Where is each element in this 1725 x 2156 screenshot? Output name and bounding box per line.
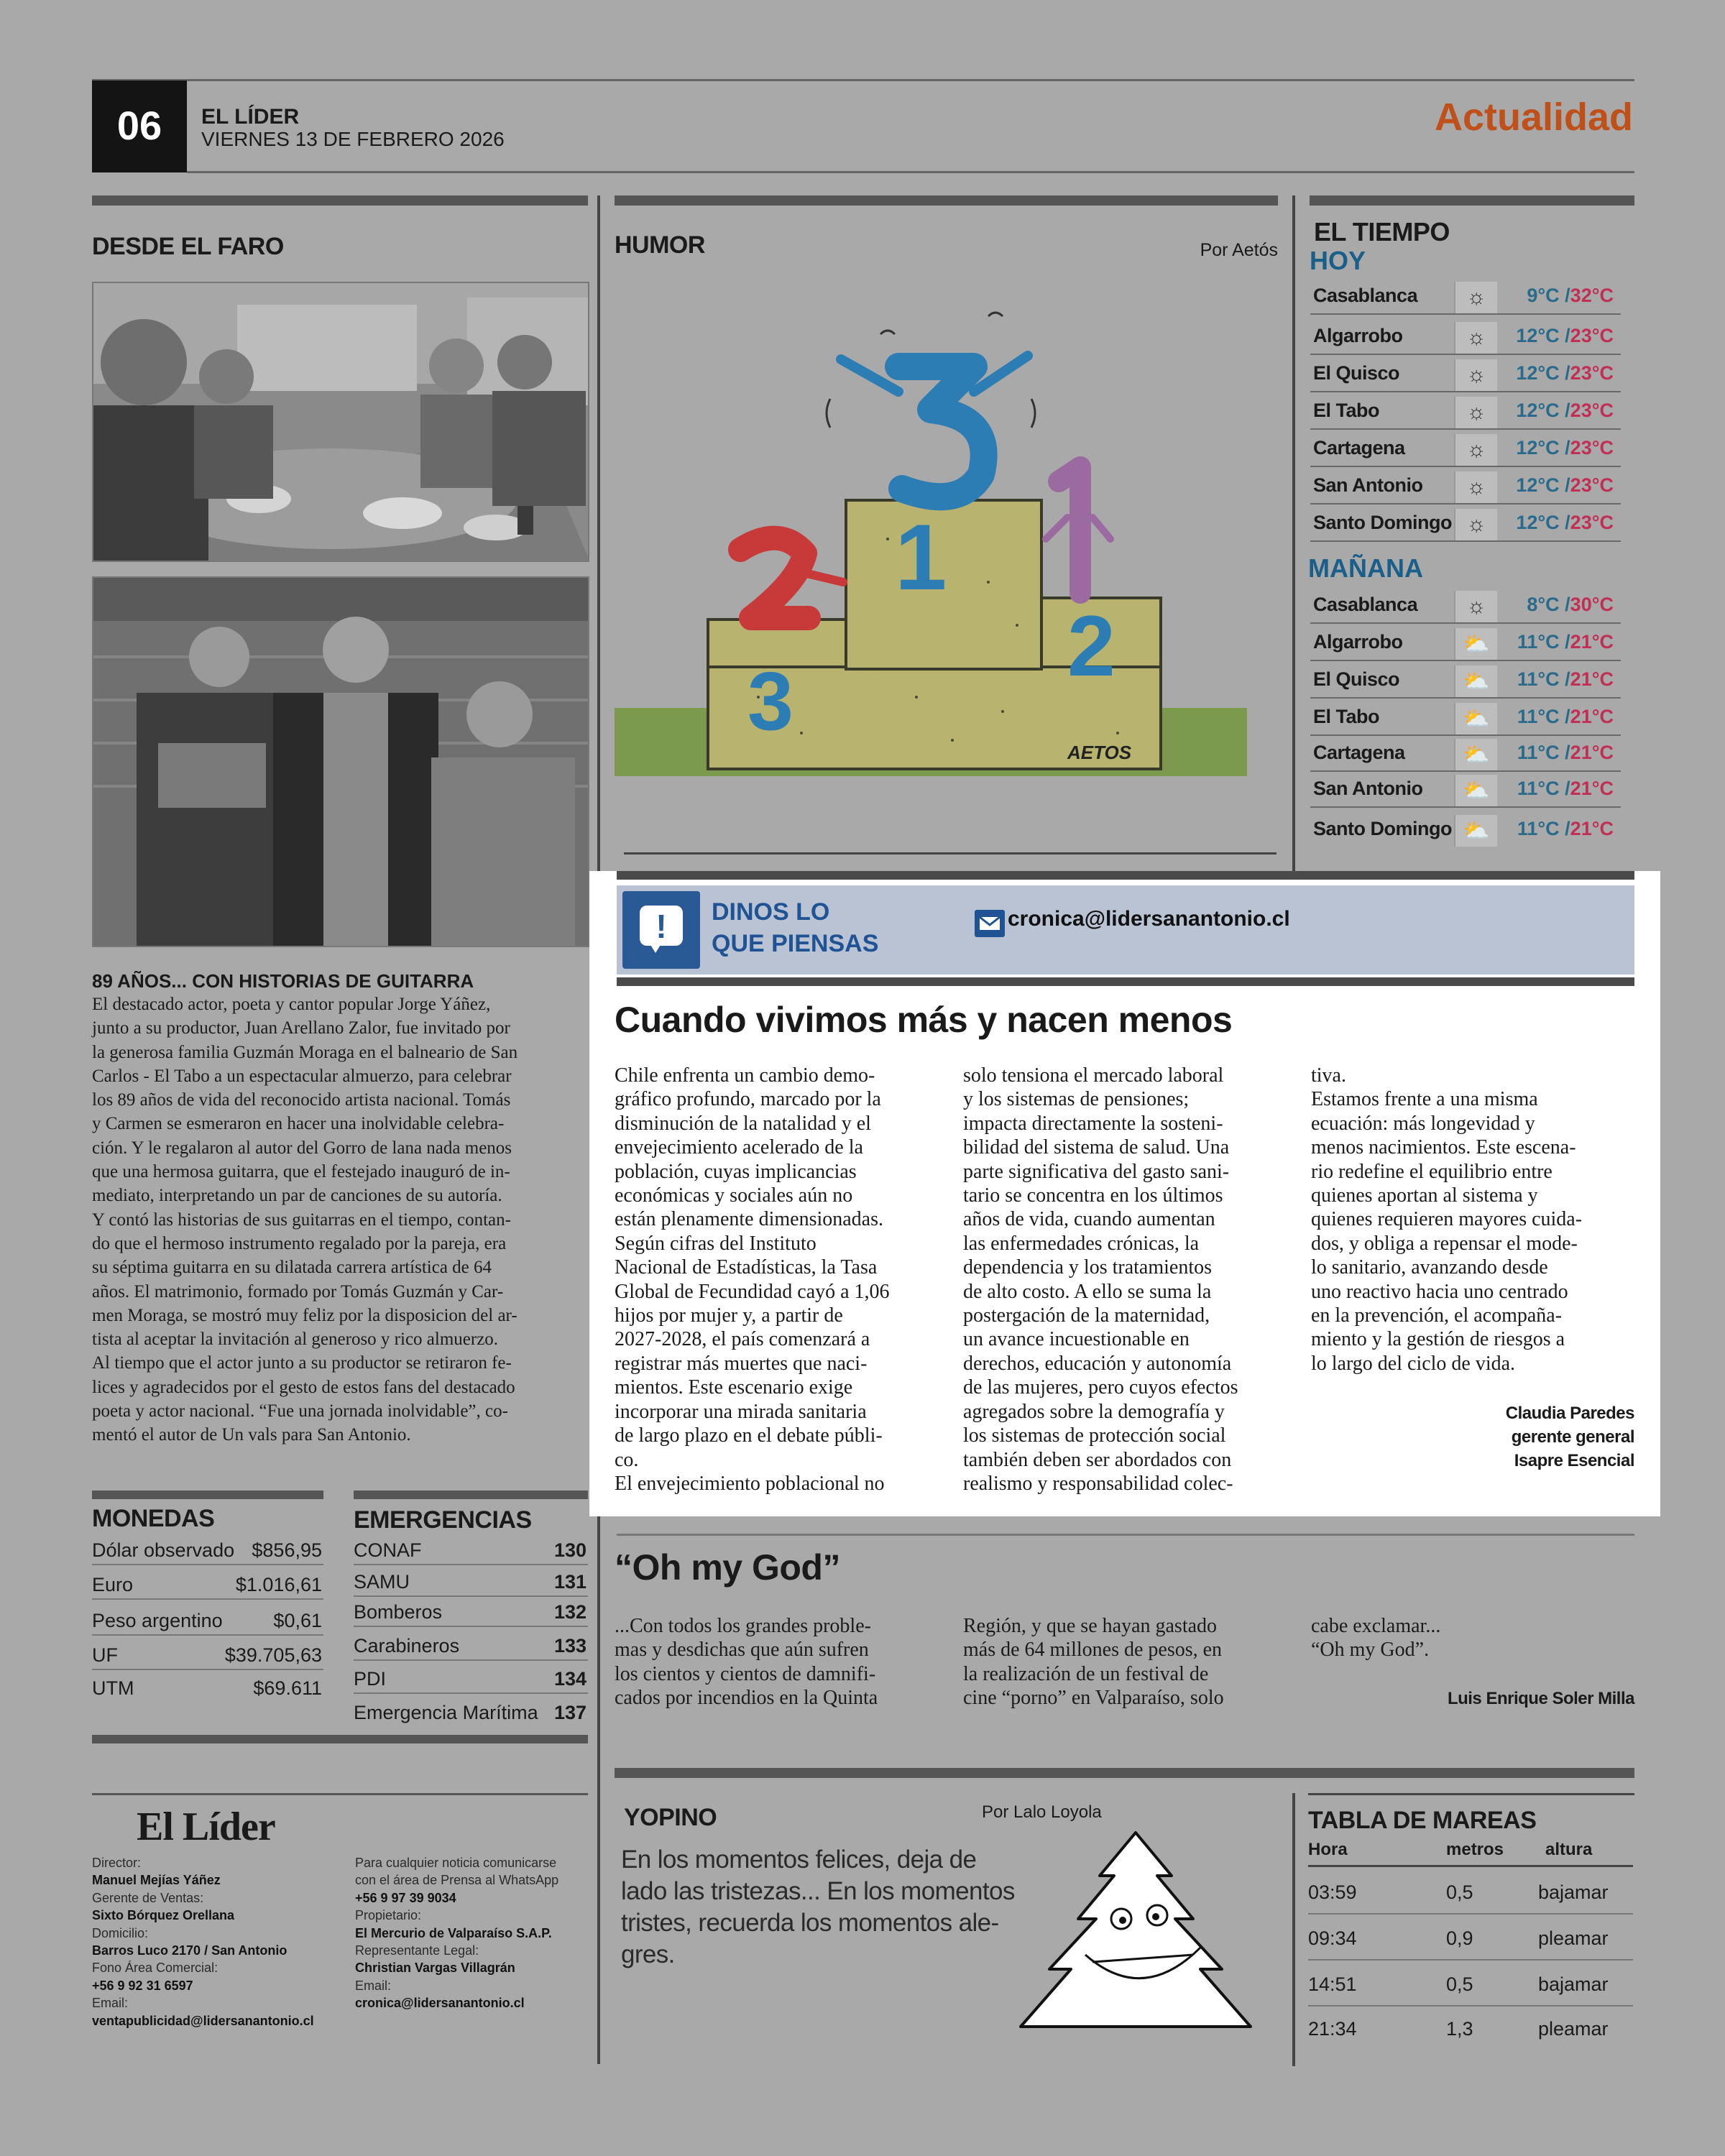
tables-bottom-bar: [92, 1735, 588, 1743]
column-divider-bottom: [1292, 1793, 1295, 2066]
emergencias-row: CONAF 130: [354, 1532, 588, 1565]
humor-bottom-rule: [624, 852, 1276, 854]
weather-row: Algarrobo ☼ 12°C /23°C: [1310, 319, 1621, 355]
podium-label-3: 3: [748, 655, 794, 747]
tide-row: 03:59 0,5 bajamar: [1308, 1870, 1633, 1915]
sun-icon: ☼: [1454, 434, 1497, 466]
sun-icon: ☼: [1454, 282, 1497, 313]
weather-bar: [1310, 195, 1634, 206]
humor-title: HUMOR: [615, 231, 705, 259]
partly-cloudy-icon: ⛅: [1454, 628, 1497, 660]
cartoon-char-1: [1075, 539, 1082, 554]
alert-icon: !: [622, 891, 700, 969]
letter2-col2: Región, y que se hayan gastado más de 64 millones de pesos, en la realización de un festival de cine “porno” en Valparaíso, solo: [963, 1615, 1224, 1710]
weather-today-label: HOY: [1310, 246, 1366, 275]
weather-row: El Tabo ⛅ 11°C /21°C: [1310, 700, 1621, 736]
letter1-col1: Chile enfrenta un cambio demo- gráfico profundo, marcado por la disminución de la natalidad y el envejecimiento acelerado de la población, cuyas implicancias económicas y sociales aún no están plenamente dimensionadas. Según cifras del Instituto Nacional de Estadísticas, la Tasa Global de Fecundidad cayó a 1,06 hijos por mujer y, a partir de 2027-2028, el país comenzará a registrar más muertes que naci- mientos. Este escenario exige incorporar una mirada sanitaria de largo plazo en el debate públi- co. El envejecimiento poblacional no: [615, 1064, 890, 1495]
yopino-title: YOPINO: [624, 1804, 717, 1831]
yopino-byline: Por Lalo Loyola: [982, 1802, 1102, 1822]
faro-photo-lunch: [92, 282, 589, 562]
faro-title: DESDE EL FARO: [92, 233, 284, 260]
weather-row: Casablanca ☼ 9°C /32°C: [1310, 279, 1621, 315]
banner-email[interactable]: cronica@lidersanantonio.cl: [1008, 907, 1290, 931]
letter2-title: “Oh my God”: [615, 1547, 840, 1588]
opinion-banner: [617, 885, 1634, 975]
emergencias-title: EMERGENCIAS: [354, 1506, 532, 1534]
faro-photo-guitar: [92, 576, 589, 947]
sun-icon: ☼: [1454, 322, 1497, 354]
sun-icon: ☼: [1454, 591, 1497, 622]
letter1-col2: solo tensiona el mercado laboral y los sistemas de pensiones; impacta directamente la sosteni- bilidad del sistema de salud. Una parte significativa del gasto sani- tario se concentra en los últimos años de vida, cuando aumentan las enfermedades crónicas, la dependencia y los tratamientos de alto costo. A ello se suma la postergación de la maternidad, un avance incuestionable en derechos, educación y autonomía de las mujeres, pero cuyos efectos agregados sobre la demografía y los sistemas de protección social también deben ser abordados con realismo y responsabilidad colec-: [963, 1064, 1238, 1495]
podium-label-2: 2: [1067, 598, 1116, 694]
tide-row: 14:51 0,5 bajamar: [1308, 1962, 1633, 2007]
weather-row: Casablanca ☼ 8°C /30°C: [1310, 588, 1621, 624]
monedas-row: Euro $1.016,61: [92, 1567, 323, 1600]
weather-row: El Tabo ☼ 12°C /23°C: [1310, 394, 1621, 430]
emergencias-row: Bomberos 132: [354, 1594, 588, 1627]
monedas-row: Peso argentino $0,61: [92, 1603, 323, 1636]
paper-name: EL LÍDER: [201, 105, 300, 129]
partly-cloudy-icon: ⛅: [1454, 665, 1497, 697]
monedas-row: Dólar observado $856,95: [92, 1532, 323, 1565]
emergencias-row: PDI 134: [354, 1661, 588, 1694]
opinion-top-bar: [617, 871, 1634, 880]
letter1-col3: tiva. Estamos frente a una misma ecuación: más longevidad y menos nacimientos. Este escena- rio redefine el equilibrio entre quienes aportan al sistema y quienes requieren mayores cuida- dos, y obliga a repensar el mode- lo sanitario, avanzando desde uno reactivo hacia uno centrado en la prevención, el acompaña- miento y la gestión de riesgos a lo largo del ciclo de vida.: [1311, 1064, 1583, 1375]
weather-title: EL TIEMPO: [1314, 217, 1450, 247]
tide-row: 21:34 1,3 pleamar: [1308, 2018, 1609, 2040]
page-number: 06: [116, 103, 162, 148]
weather-row: San Antonio ☼ 12°C /23°C: [1310, 469, 1621, 505]
column-divider-right: [1292, 195, 1295, 871]
emergencias-row: Emergencia Marítima 137: [354, 1702, 586, 1723]
partly-cloudy-icon: ⛅: [1454, 775, 1497, 806]
top-rule: [92, 79, 1634, 81]
emergencias-row: SAMU 131: [354, 1564, 588, 1597]
emergencias-row: Carabineros 133: [354, 1628, 588, 1661]
staff-logo: El Líder: [137, 1805, 275, 1849]
weather-row: Cartagena ⛅ 11°C /21°C: [1310, 736, 1621, 772]
monedas-row: UTM $69.611: [92, 1677, 322, 1699]
faro-bar: [92, 195, 588, 206]
yopino-bar: [615, 1768, 1634, 1778]
sun-icon: ☼: [1454, 471, 1497, 503]
letter2-author: Luis Enrique Soler Milla: [1447, 1689, 1634, 1708]
banner-line2: QUE PIENSAS: [712, 930, 879, 957]
cartoon-char-3: [924, 446, 931, 461]
weather-row: Santo Domingo ☼ 12°C /23°C: [1310, 506, 1621, 542]
tides-title: TABLA DE MAREAS: [1308, 1807, 1537, 1834]
monedas-title: MONEDAS: [92, 1505, 215, 1532]
weather-row: El Quisco ☼ 12°C /23°C: [1310, 356, 1621, 392]
letter1-signature: Claudia Paredes gerente general Isapre Esencial: [1505, 1404, 1634, 1470]
tides-header: Hora metros altura: [1308, 1838, 1633, 1867]
faro-body: El destacado actor, poeta y cantor popular Jorge Yáñez, junto a su productor, Juan Arellano Zalor, fue invitado por la generosa familia Guzmán Moraga en el balneario de San Carlos - El Tabo a un espectacular almuerzo, para celebrar los 89 años de vida del reconocido artista nacional. Tomás y Carmen se esmeraron en hacer una inolvidable celebra- ción. Y le regalaron al autor del Gorro de lana nada menos que una hermosa guitarra, que el festejado inauguró de in- mediato, interpretando un par de canciones de su autoría. Y contó las historias de sus guitarras en el tiempo, contan- do que el hermoso instrumento regalado por la pareja, era su séptima guitarra en su dilatada carrera artística de 64 años. El matrimonio, formado por Tomás Guzmán y Car- men Moraga, se mostró muy feliz por la disposicion del ar- tista al aceptar la invitación al generoso y rico almuerzo. Al tiempo que el actor junto a su productor se retiraron fe- lices y agradecidos por el gesto de estos fans del destacado poeta y actor nacional. “Fue una jornada inolvidable”, co- mentó el autor de Un vals para San Antonio.: [92, 995, 518, 1445]
letter2-top-rule: [617, 1534, 1634, 1536]
section-title: Actualidad: [1434, 96, 1633, 139]
monedas-bar: [92, 1491, 323, 1499]
partly-cloudy-icon: ⛅: [1454, 703, 1497, 734]
banner-line1: DINOS LO: [712, 898, 830, 926]
staff-left: Director: Manuel Mejías Yáñez Gerente de Ventas: Sixto Bórquez Orellana Domicilio: Barros Luco 2170 / San Antonio Fono Área Comercial: +56 9 92 31 6597 Email: ventapublicidad@lidersanantonio.cl: [92, 1856, 314, 2028]
sun-icon: ☼: [1454, 397, 1497, 428]
monedas-row: UF $39.705,63: [92, 1637, 323, 1670]
humor-byline: Por Aetós: [1200, 240, 1278, 260]
cartoon-signature: AETOS: [1067, 742, 1132, 763]
podium-label-1: 1: [895, 505, 947, 609]
edition-date: VIERNES 13 DE FEBRERO 2026: [201, 128, 505, 150]
letter2-col3: cabe exclamar... “Oh my God”.: [1311, 1615, 1441, 1662]
weather-row: Cartagena ☼ 12°C /23°C: [1310, 431, 1621, 467]
sun-icon: ☼: [1454, 359, 1497, 391]
emergencias-bar: [354, 1491, 588, 1499]
tides-top-rule: [1308, 1793, 1634, 1795]
partly-cloudy-icon: ⛅: [1454, 815, 1497, 847]
mail-icon: [975, 910, 1005, 937]
partly-cloudy-icon: ⛅: [1454, 739, 1497, 770]
weather-tomorrow-label: MAÑANA: [1308, 553, 1423, 583]
weather-row: Santo Domingo ⛅ 11°C /21°C: [1310, 812, 1621, 848]
staff-right: Para cualquier noticia comunicarse con el área de Prensa al WhatsApp +56 9 97 39 9034 Propietario: El Mercurio de Valparaíso S.A.P. Representante Legal: Christian Vargas Villagrán Email: cronica@lidersanantonio.cl: [355, 1856, 559, 2011]
yopino-quote: En los momentos felices, deja de lado las tristezas... En los momentos tristes, recuerda los momentos ale- gres.: [621, 1846, 1015, 1968]
faro-headline: 89 AÑOS... CON HISTORIAS DE GUITARRA: [92, 970, 474, 992]
staff-top-rule: [92, 1793, 588, 1795]
letter1-title: Cuando vivimos más y nacen menos: [615, 1000, 1233, 1040]
letter2-col1: ...Con todos los grandes proble- mas y desdichas que aún sufren los cientos y cientos de damnifi- cados por incendios en la Quinta: [615, 1615, 878, 1710]
humor-bar: [615, 195, 1278, 206]
page-number-box: [92, 80, 187, 172]
sun-icon: ☼: [1454, 509, 1497, 540]
pine-tree-character-icon: [1006, 1825, 1265, 2041]
weather-row: San Antonio ⛅ 11°C /21°C: [1310, 772, 1621, 808]
cartoon-char-2: [758, 568, 765, 583]
humor-cartoon: [615, 266, 1278, 812]
letter1-bar: [617, 977, 1634, 986]
tide-row: 09:34 0,9 pleamar: [1308, 1916, 1633, 1961]
weather-row: Algarrobo ⛅ 11°C /21°C: [1310, 625, 1621, 661]
header-bottom-rule: [187, 171, 1634, 173]
weather-row: El Quisco ⛅ 11°C /21°C: [1310, 663, 1621, 699]
